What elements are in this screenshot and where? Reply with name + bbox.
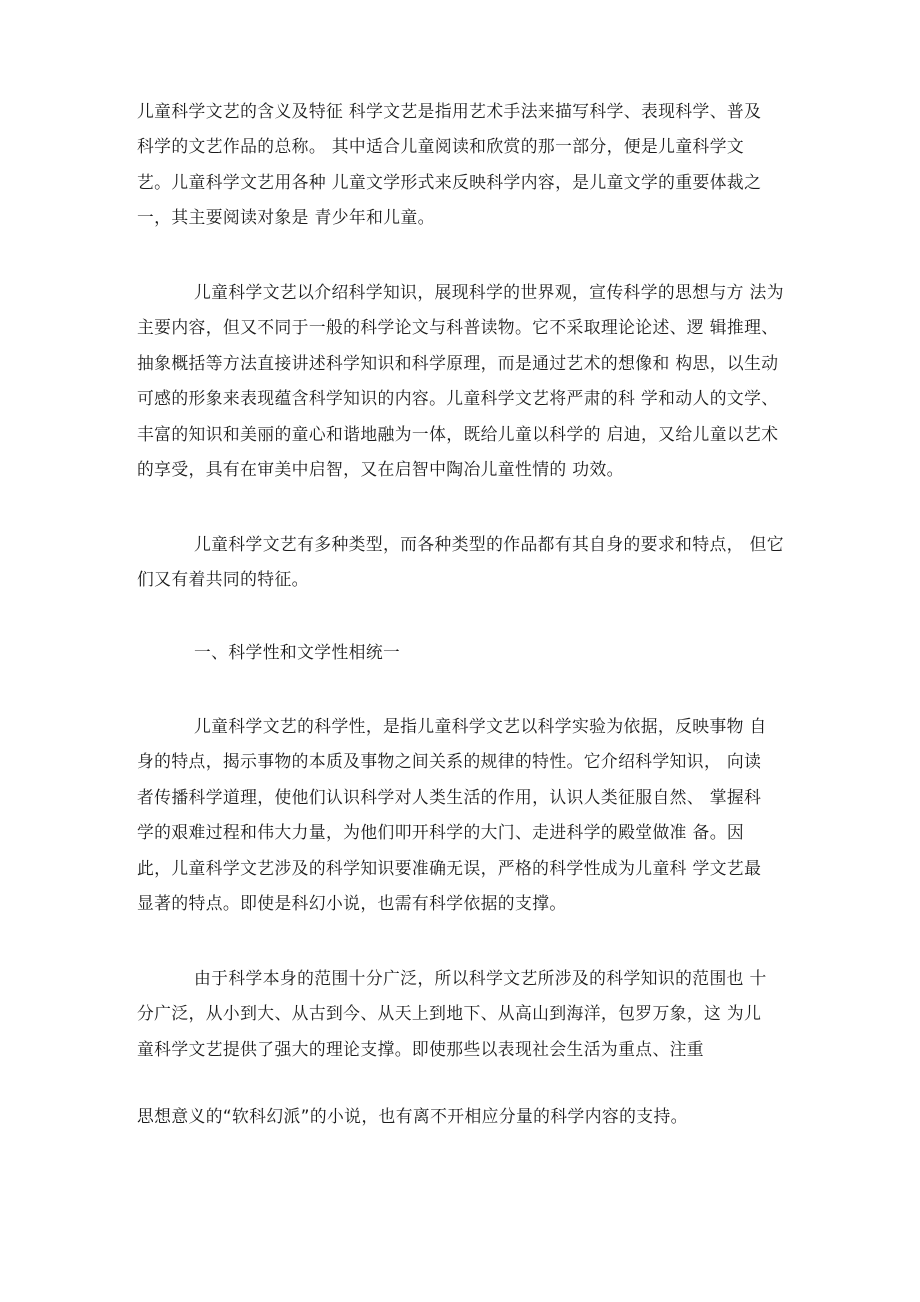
text-line: 分广泛，从小到大、从古到今、从天上到地下、从高山到海洋，包罗万象，这 为儿 — [137, 1003, 762, 1023]
text-line: 儿童科学文艺的含义及特征 科学文艺是指用艺术手法来描写科学、表现科学、普及 — [137, 101, 762, 121]
text-line: 们又有着共同的特征。 — [137, 569, 309, 589]
text-line: 者传播科学道理，使他们认识科学对人类生活的作用，认识人类征服自然、 掌握科 — [137, 787, 762, 807]
text-line: 一，其主要阅读对象是 青少年和儿童。 — [137, 207, 435, 227]
text-line: 儿童科学文艺的科学性，是指儿童科学文艺以科学实验为依据，反映事物 自 — [194, 716, 767, 736]
text-line: 可感的形象来表现蕴含科学知识的内容。儿童科学文艺将严肃的科 学和动人的文学、 — [137, 388, 779, 408]
text-line: 儿童科学文艺以介绍科学知识，展现科学的世界观，宣传科学的思想与方 法为 — [194, 282, 784, 302]
text-line: 身的特点，揭示事物的本质及事物之间关系的规律的特性。它介绍科学知识， 向读 — [137, 751, 762, 771]
text-line: 思想意义的“软科幻派”的小说，也有离不开相应分量的科学内容的支持。 — [137, 1106, 688, 1126]
text-line: 童科学文艺提供了强大的理论支撑。即使那些以表现社会生活为重点、注重 — [137, 1039, 704, 1059]
text-line: 由于科学本身的范围十分广泛，所以科学文艺所涉及的科学知识的范围也 十 — [194, 968, 767, 988]
text-line: 此，儿童科学文艺涉及的科学知识要准确无误，严格的科学性成为儿童科 学文艺最 — [137, 858, 762, 878]
text-line: 儿童科学文艺有多种类型，而各种类型的作品都有其自身的要求和特点， 但它 — [194, 534, 784, 554]
text-line: 科学的文艺作品的总称。 其中适合儿童阅读和欣赏的那一部分，便是儿童科学文 — [137, 136, 745, 156]
text-line: 学的艰难过程和伟大力量，为他们叩开科学的大门、走进科学的殿堂做准 备。因 — [137, 822, 745, 842]
text-line: 抽象概括等方法直接讲述科学知识和科学原理，而是通过艺术的想像和 构思，以生动 — [137, 353, 779, 373]
section-heading: 一、科学性和文学性相统一 — [194, 642, 401, 662]
text-line: 的享受，具有在审美中启智，又在启智中陶冶儿童性情的 功效。 — [137, 459, 624, 479]
text-line: 丰富的知识和美丽的童心和谐地融为一体，既给儿童以科学的 启迪，又给儿童以艺术 — [137, 424, 779, 444]
text-line: 艺。儿童科学文艺用各种 儿童文学形式来反映科学内容，是儿童文学的重要体裁之 — [137, 172, 762, 192]
text-line: 显著的特点。即使是科幻小说，也需有科学依据的支撑。 — [137, 893, 567, 913]
text-line: 主要内容，但又不同于一般的科学论文与科普读物。它不采取理论论述、逻 辑推理、 — [137, 317, 779, 337]
